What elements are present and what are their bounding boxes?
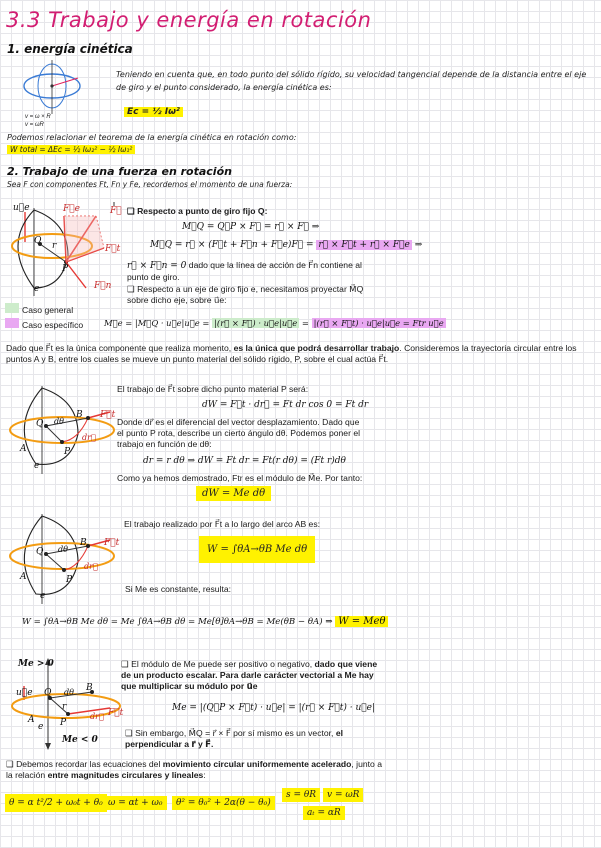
legend-general: Caso general [22, 305, 74, 315]
fig2-label-e: e [34, 461, 40, 471]
fig2-label-p: P [64, 447, 71, 457]
fig4-label-ue: u⃗e [16, 688, 33, 698]
fig3-label-dtheta: dθ [58, 545, 68, 554]
section-1-relation-text: Podemos relacionar el teorema de la energía cinética en rotación como: [7, 133, 297, 142]
section-2-heading: 2. Trabajo de una fuerza en rotación [7, 165, 232, 178]
fig4-label-me-pos: Me > 0 [18, 659, 54, 669]
fig1-label-ue: u⃗e [13, 203, 30, 213]
eq-long-integral: W = ∫θA→θB Me dθ = Me ∫θA→θB dθ = Me[θ]θA→θB = Me(θB − θA) ⇒ W = Meθ [22, 616, 388, 627]
kinetic-energy-formula: Ec = ½ Iω² [124, 106, 183, 119]
fig3-label-a: A [20, 572, 27, 582]
work-arc-diagram [6, 382, 124, 478]
fig1-label-r: r [52, 241, 57, 251]
section-1-heading: 1. energía cinética [7, 42, 133, 56]
fig4-label-b: B [86, 683, 93, 693]
fig4-label-dr: dr⃗ [90, 712, 104, 721]
fig1-label-fn: F⃗n [94, 281, 112, 291]
sin-embargo-text: ❑ Sin embargo, M⃗Q = r⃗ × F⃗ por sí mismo es un vector, el perpendicular a r⃗ y F⃗. [125, 728, 343, 749]
fig1-label-f: F⃗ [110, 206, 122, 216]
fig2-label-ft: F⃗t [100, 410, 116, 420]
eq-theta-position: θ = α t²/2 + ω₀t + θ₀ [5, 794, 107, 812]
eq-tangential-acc: aₜ = αR [303, 806, 345, 820]
legend-especifico: Caso específico [22, 320, 84, 330]
como-text: Como ya hemos demostrado, Ftr es el módulo de M⃗e. Por tanto: [117, 473, 363, 483]
fig3-label-ft: F⃗t [104, 538, 120, 548]
fig4-label-a: A [28, 715, 35, 725]
fig2-label-b: B [76, 410, 83, 420]
fig3-label-b: B [80, 538, 87, 548]
eq-arc-length: s = θR [282, 788, 320, 802]
si-constante: Si Me es constante, resulta: [125, 584, 232, 594]
legend-swatch-general [5, 303, 19, 313]
fig-label-velocity-scalar: v = ωR [25, 122, 44, 128]
fig4-label-ft: F⃗t [108, 708, 124, 718]
section-1-paragraph: Teniendo en cuenta que, en todo punto del sólido rígido, su velocidad tangencial depende de la distancia entre el eje de giro y el punto considerado, la energía cinética es: [116, 70, 587, 92]
respect-axis-e: ❑ Respecto a un eje de giro fijo e, necesitamos proyectar M⃗Q sobre dicho eje, sobre u⃗e: [127, 284, 364, 305]
fig4-label-e: e [38, 722, 44, 732]
fig1-label-e: e [34, 284, 40, 294]
fig1-label-fe: F⃗e [63, 204, 80, 214]
fig2-label-q: Q [36, 419, 44, 429]
fig4-label-me-neg: Me < 0 [62, 735, 98, 745]
eq-me-projection: M⃗e = |M⃗Q · u⃗e|u⃗e = |(r⃗ × F⃗) · u⃗e|u⃗e = |(r⃗ × F⃗t) · u⃗e|u⃗e = Ftr u⃗e [104, 318, 444, 328]
paragraph-only-component: Dado que F⃗t es la única componente que realiza momento, es la única que podrá desarrollar trabajo. Consideremos la trayectoria circular entre los puntos A y B, entre los cuales se mueve un punto material del sólido rígido, P, sobre el cual actúa F⃗t. [6, 343, 577, 364]
eq-dw: dW = F⃗t · dr⃗ = Ft dr cos 0 = Ft dr [202, 400, 369, 410]
debemos-recordar: ❑ Debemos recordar las ecuaciones del movimiento circular uniformemente acelerado, junto a la relación entre magnitudes circulares y lineales: [6, 759, 382, 780]
fig2-label-dr: dr⃗ [82, 433, 96, 442]
fig1-label-p: P [62, 264, 69, 274]
work-energy-formula: W total = ΔEc = ½ Iω₂² − ½ Iω₁² [7, 143, 135, 156]
fn-note: r⃗ × F⃗n = 0 dado que la línea de acción de F⃗n contiene al punto de giro. [127, 260, 362, 282]
eq-mq-1: M⃗Q = Q⃗P × F⃗ = r⃗ × F⃗ ⇒ [182, 222, 320, 232]
fig2-label-a: A [20, 444, 27, 454]
eq-omega: ω = αt + ω₀ [104, 796, 167, 810]
fig3-label-q: Q [36, 547, 44, 557]
fig4-label-dtheta: dθ [64, 688, 74, 697]
fig4-label-q: Q [44, 688, 52, 698]
eq-theta-squared: θ² = θ₀² + 2α(θ − θ₀) [172, 796, 275, 810]
fig1-label-ft: F⃗t [105, 244, 121, 254]
eq-dr: dr = r dθ ⇒ dW = Ft dr = Ft(r dθ) = (Ft r)dθ [143, 456, 346, 466]
eq-me-abs: Me = |(Q⃗P × F⃗t) · u⃗e| = |(r⃗ × F⃗t) · u⃗e| [172, 703, 376, 713]
eq-linear-velocity: v = ωR [323, 788, 363, 802]
fig4-label-p: P [60, 718, 67, 728]
section-2-intro: Sea F con componentes Ft, Fn y Fe, recordemos el momento de una fuerza: [7, 180, 293, 189]
fig-label-velocity: v = ω × R [25, 114, 51, 120]
eq-dw-me: dW = Me dθ [196, 486, 271, 501]
fig1-label-q: Q [34, 236, 42, 246]
fig2-label-dtheta: dθ [54, 417, 64, 426]
respect-point-q: ❑ Respecto a punto de giro fijo Q: [127, 206, 268, 216]
modulo-me-text: ❑ El módulo de Me puede ser positivo o negativo, dado que viene de un producto escalar. Para darle carácter vectorial a Me hay que multiplicar su módulo por u⃗e [121, 659, 378, 691]
fig3-label-p: P [66, 575, 73, 585]
fig4-label-r: r [62, 702, 67, 712]
fig3-label-e: e [40, 591, 46, 601]
work-differential-text: Donde dr⃗ es el diferencial del vector desplazamiento. Dado que el punto P rota, describe un cierto ángulo dθ. Podemos poner el trabajo en función de dθ: [117, 417, 361, 449]
arc-intro: El trabajo realizado por F⃗t a lo largo del arco AB es: [124, 519, 321, 529]
eq-w-integral: W = ∫θA→θB Me dθ [199, 536, 315, 563]
fig3-label-dr: dr⃗ [84, 562, 98, 571]
arc-ab-diagram [6, 510, 124, 606]
page-title: 3.3 Trabajo y energía en rotación [6, 8, 372, 32]
legend-swatch-especifico [5, 318, 19, 328]
eq-mq-2: M⃗Q = r⃗ × (F⃗t + F⃗n + F⃗e)F⃗ = r⃗ × F⃗t + r⃗ × F⃗e ⇒ [150, 240, 423, 250]
work-intro: El trabajo de F⃗t sobre dicho punto material P será: [117, 384, 309, 394]
